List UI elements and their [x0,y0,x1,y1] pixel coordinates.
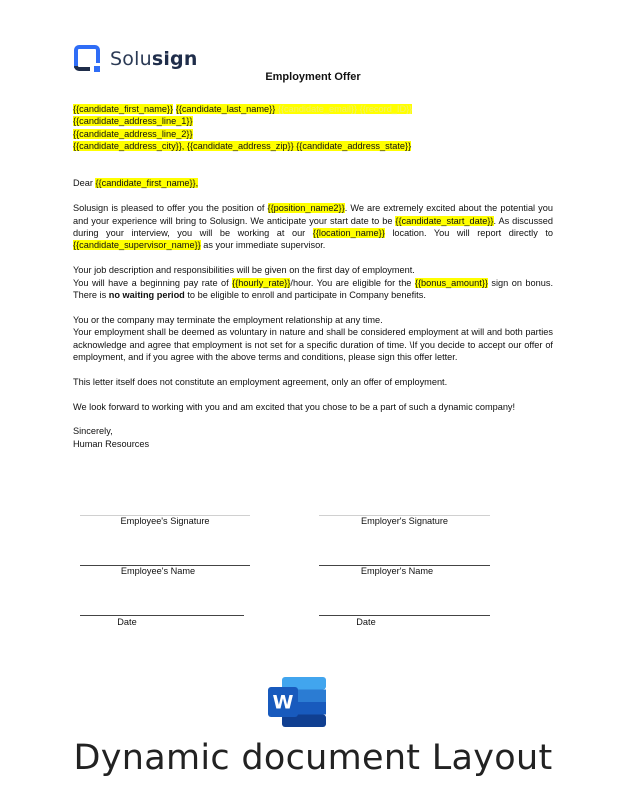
field-record-id: {{record_ID}} [359,104,413,114]
employer-signature-label: Employer's Signature [360,516,449,526]
solusign-logo-icon [72,44,102,74]
word-icon [268,677,326,727]
field-bonus-amount: {{bonus_amount}} [414,277,488,288]
paragraph-job-description: Your job description and responsibilities will be given on the first day of employment. [73,265,415,276]
employee-signature-label: Employee's Signature [120,516,210,526]
paragraph-disclaimer: This letter itself does not constitute an employment agreement, only an offer of employment. [73,376,448,387]
footer-title: Dynamic document Layout [73,738,553,778]
field-supervisor-name: {{candidate_supervisor_name}} [73,240,201,251]
field-start-date: {{candidate_start_date}} [395,215,494,226]
employer-date-line[interactable] [319,615,490,616]
employee-date-label: Date [117,617,137,627]
field-greeting-first-name: {{candidate_first_name}}, [95,178,199,189]
field-hourly-rate: {{hourly_rate}} [232,277,291,288]
greeting: Dear {{candidate_first_name}}, [73,178,199,189]
paragraph-closing-remarks: We look forward to working with you and am excited that you chose to be a part of such a dynamic company! [73,401,516,412]
field-address-city-zip-state: {{candidate_address_city}}, {{candidate_address_zip}} {{candidate_address_state}} [73,141,412,152]
paragraph-position: Solusign is pleased to offer you the position of {{position_name2}}. We are extremely excited about the potential you and your experience will bring to Solusign. We anticipate your start date to be {{candidate_start_date}}. As discussed during your interview, you will be working at our {{location_name}} location. You will report directly to {{candidate_supervisor_name}} as your immediate supervisor. [73,203,554,251]
paragraph-pay: You will have a beginning pay rate of {{hourly_rate}}/hour. You are eligible for the {{bonus_amount}} sign on bonus. There is no waiting period to be eligible to enroll and participate in Company benefits. [73,277,553,301]
logo-wordmark: Solusign [110,48,198,70]
address-block [73,103,553,153]
solusign-logo [72,44,198,74]
employer-date-label: Date [356,617,376,627]
svg-text:W: W [272,691,294,714]
field-candidate-first-name: {{candidate_first_name}} [73,104,174,114]
field-position-name: {{position_name2}} [267,203,345,214]
field-address-line-1: {{candidate_address_line_1}} [73,116,193,127]
field-candidate-email: {{candidate_email}} [277,104,358,114]
employer-name-label: Employer's Name [360,566,434,576]
closing-signer: Human Resources [73,438,150,449]
document-title: Employment Offer [265,71,361,83]
document-body [73,103,553,450]
paragraph-termination: You or the company may terminate the employment relationship at any time. [73,314,383,325]
address-line-1 [73,103,553,115]
field-location-name: {{location_name}} [312,228,385,239]
field-address-line-2: {{candidate_address_line_2}} [73,128,193,139]
field-candidate-last-name: {{candidate_last_name}} [175,104,276,114]
paragraph-at-will: Your employment shall be deemed as voluntary in nature and shall be considered employment at will and both parties acknowledge and agree that employment is not set for a specific duration of time. \If you decide to accept our offer of employment, and if you agree with the above terms and conditions, please sign this offer letter. [73,327,553,363]
employee-date-line[interactable] [80,615,244,616]
employee-name-label: Employee's Name [120,566,196,576]
closing-sincerely: Sincerely, [73,426,113,437]
